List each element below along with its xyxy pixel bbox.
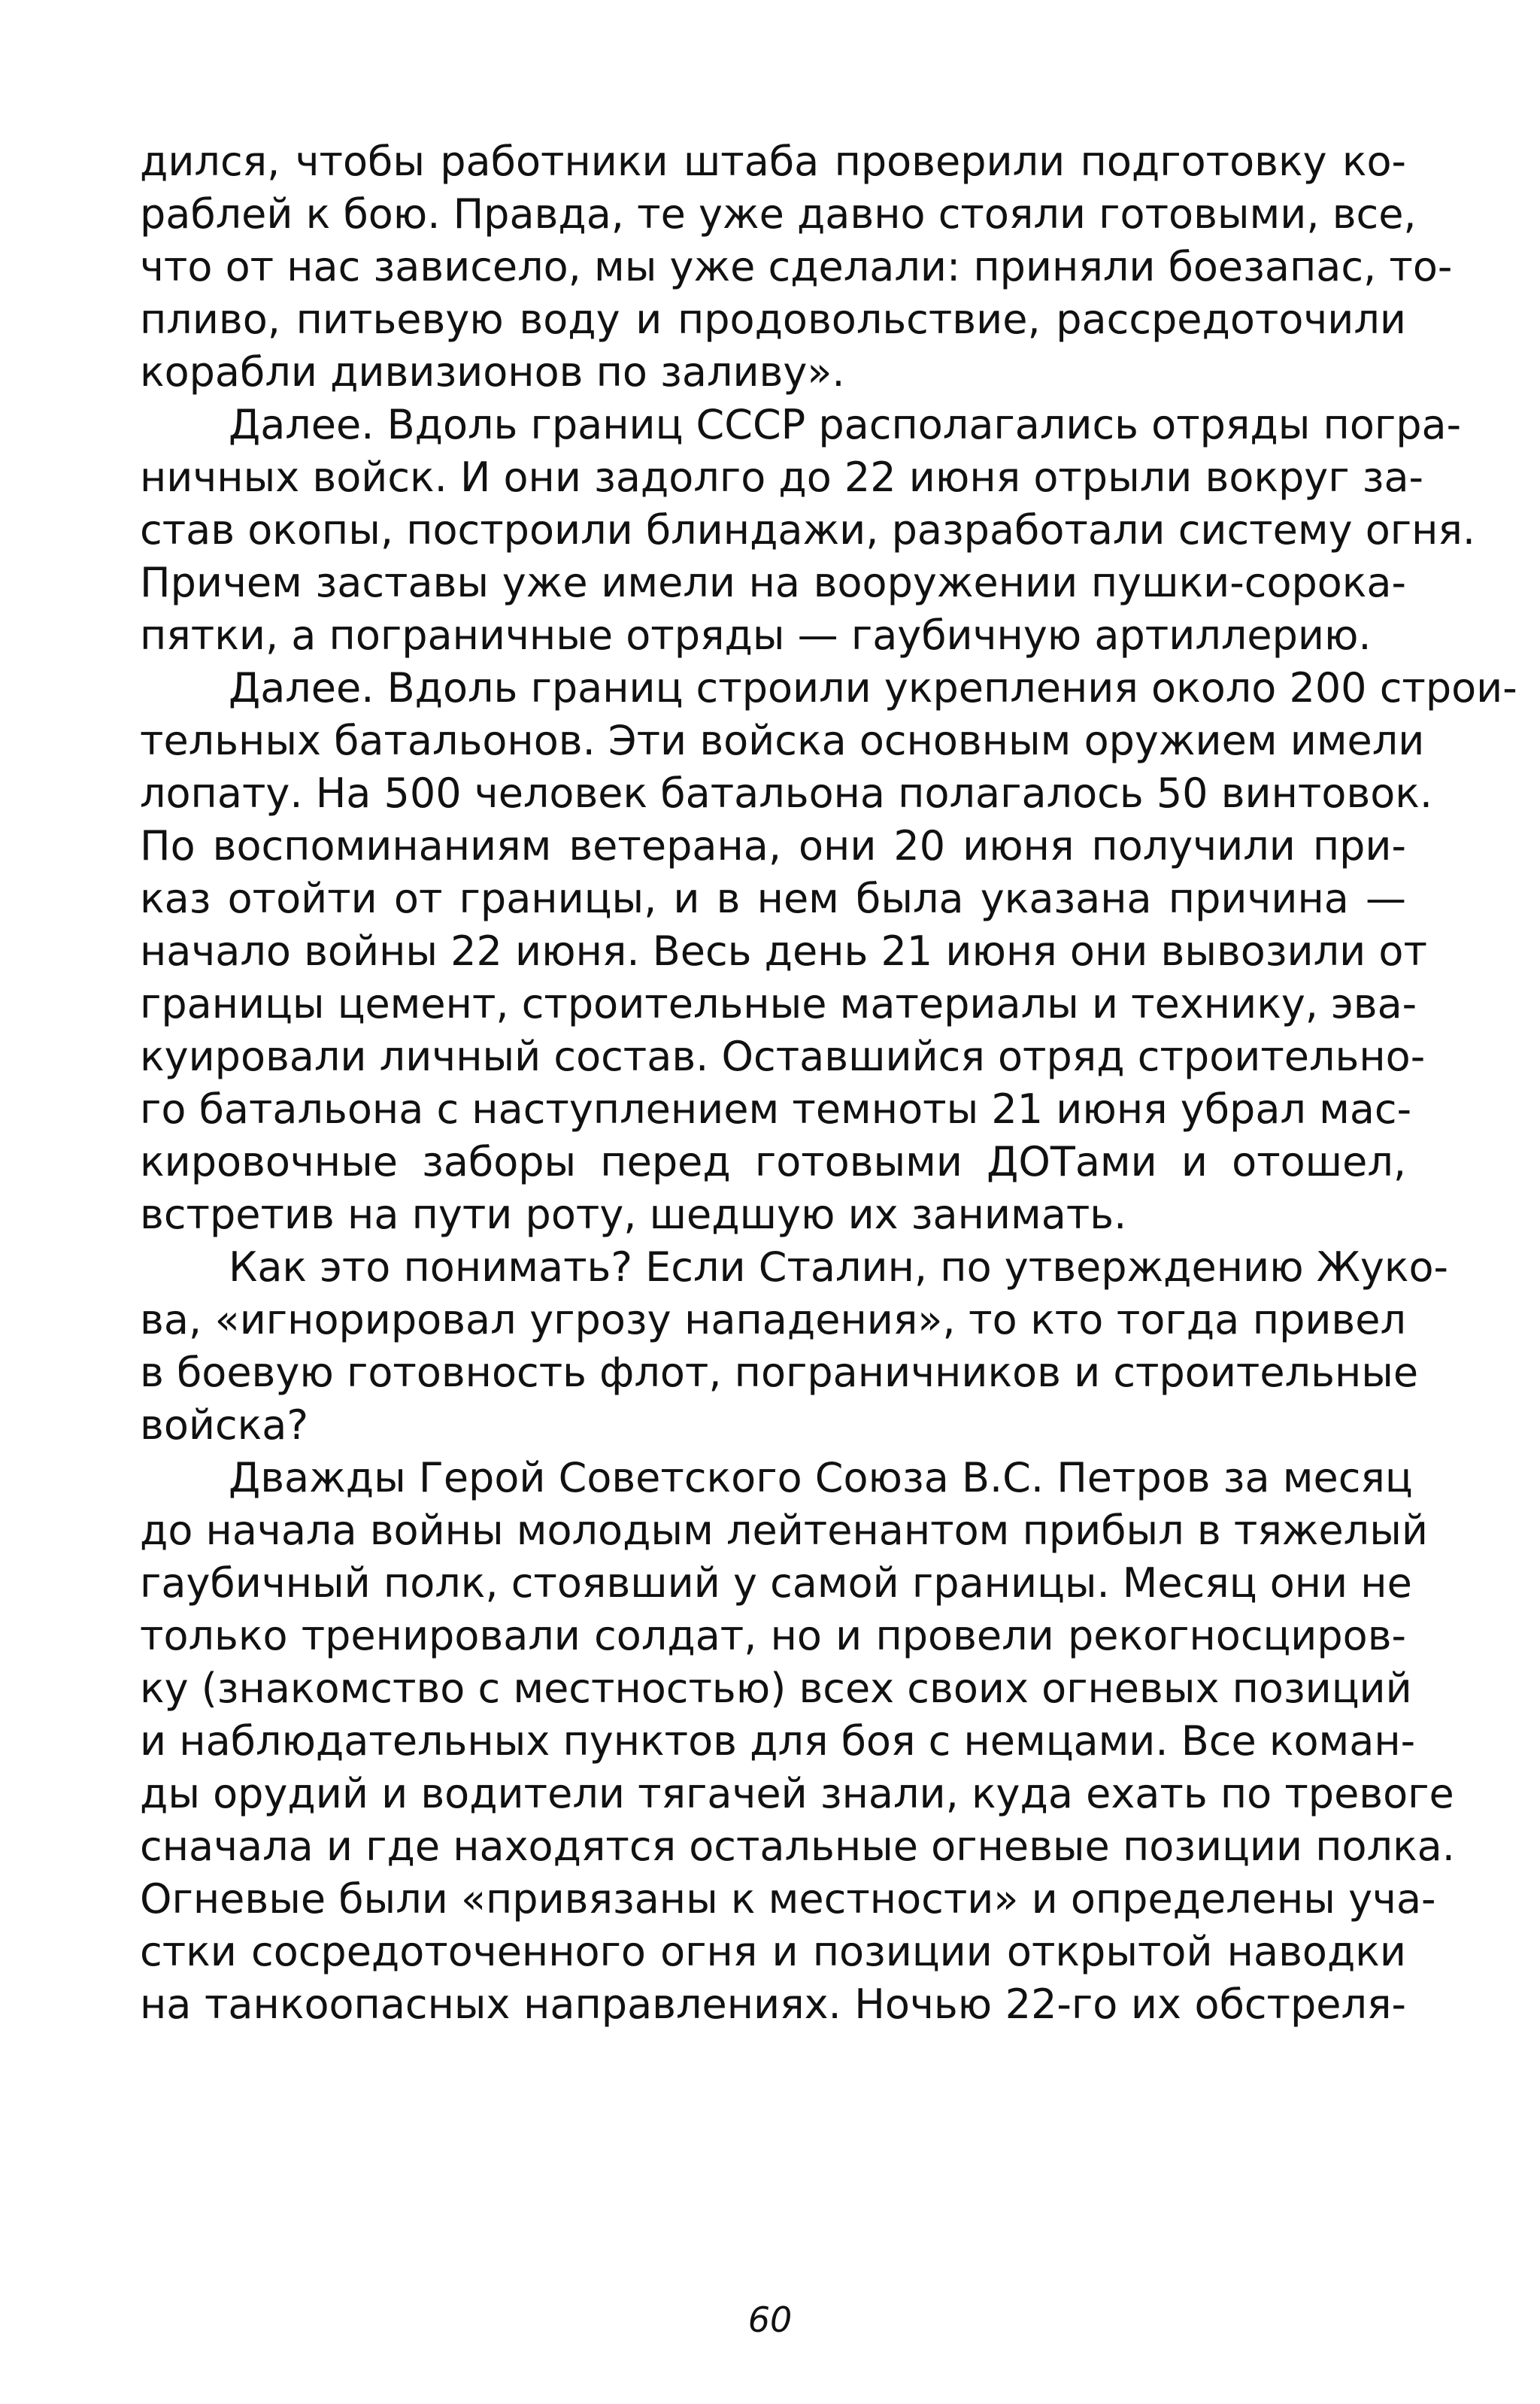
text-line: кировочные заборы перед готовыми ДОТами и отошел, <box>140 1138 1406 1185</box>
text-line: и наблюдательных пунктов для боя с немцами. Все коман- <box>140 1717 1416 1765</box>
text-line: войска? <box>140 1401 309 1449</box>
text-line: в боевую готовность флот, пограничников и строительные <box>140 1349 1419 1396</box>
text-line: границы цемент, строительные материалы и технику, эва- <box>140 980 1417 1027</box>
text-line: Дважды Герой Советского Союза В.С. Петров за месяц <box>229 1454 1413 1501</box>
text-line: начало войны 22 июня. Весь день 21 июня они вывозили от <box>140 927 1427 975</box>
body-text <box>140 135 1517 2031</box>
text-line: на танкоопасных направлениях. Ночью 22-го их обстреля- <box>140 1981 1406 2028</box>
text-line: Далее. Вдоль границ строили укрепления около 200 строи- <box>229 664 1517 712</box>
text-line: По воспоминаниям ветерана, они 20 июня получили при- <box>140 822 1406 870</box>
text-line: стки сосредоточенного огня и позиции открытой наводки <box>140 1928 1406 1975</box>
text-line: пятки, а пограничные отряды — гаубичную артиллерию. <box>140 612 1372 659</box>
text-line: раблей к бою. Правда, те уже давно стояли готовыми, все, <box>140 190 1417 238</box>
text-line: ку (знакомство с местностью) всех своих огневых позиций <box>140 1665 1412 1712</box>
text-line: ва, «игнорировал угрозу нападения», то кто тогда привел <box>140 1296 1406 1343</box>
text-line: Огневые были «привязаны к местности» и определены уча- <box>140 1875 1436 1923</box>
text-line: став окопы, построили блиндажи, разработали систему огня. <box>140 506 1476 554</box>
text-line: куировали личный состав. Оставшийся отряд строительно- <box>140 1033 1426 1080</box>
text-line: ды орудий и водители тягачей знали, куда ехать по тревоге <box>140 1770 1454 1817</box>
text-line: встретив на пути роту, шедшую их занимать. <box>140 1191 1127 1238</box>
text-line: дился, чтобы работники штаба проверили подготовку ко- <box>140 138 1406 185</box>
text-line: лопату. На 500 человек батальона полагалось 50 винтовок. <box>140 769 1433 817</box>
text-line: гаубичный полк, стоявший у самой границы. Месяц они не <box>140 1559 1412 1607</box>
text-line: ничных войск. И они задолго до 22 июня отрыли вокруг за- <box>140 454 1424 501</box>
text-line: Как это понимать? Если Сталин, по утверждению Жуко- <box>229 1243 1449 1291</box>
text-line: тельных батальонов. Эти войска основным оружием имели <box>140 717 1425 764</box>
text-line: пливо, питьевую воду и продовольствие, рассредоточили <box>140 296 1406 343</box>
page-number: 60 <box>747 2299 793 2340</box>
text-line: го батальона с наступлением темноты 21 июня убрал мас- <box>140 1085 1412 1133</box>
text-line: Далее. Вдоль границ СССР располагались отряды погра- <box>229 401 1462 448</box>
text-line: что от нас зависело, мы уже сделали: приняли боезапас, то- <box>140 243 1453 290</box>
text-line: Причем заставы уже имели на вооружении пушки-сорока- <box>140 559 1406 606</box>
text-line: до начала войны молодым лейтенантом прибыл в тяжелый <box>140 1507 1428 1554</box>
text-line: каз отойти от границы, и в нем была указана причина — <box>140 875 1406 922</box>
text-line: корабли дивизионов по заливу». <box>140 348 845 396</box>
text-line: только тренировали солдат, но и провели рекогносциров- <box>140 1612 1406 1659</box>
text-line: сначала и где находятся остальные огневые позиции полка. <box>140 1823 1455 1870</box>
